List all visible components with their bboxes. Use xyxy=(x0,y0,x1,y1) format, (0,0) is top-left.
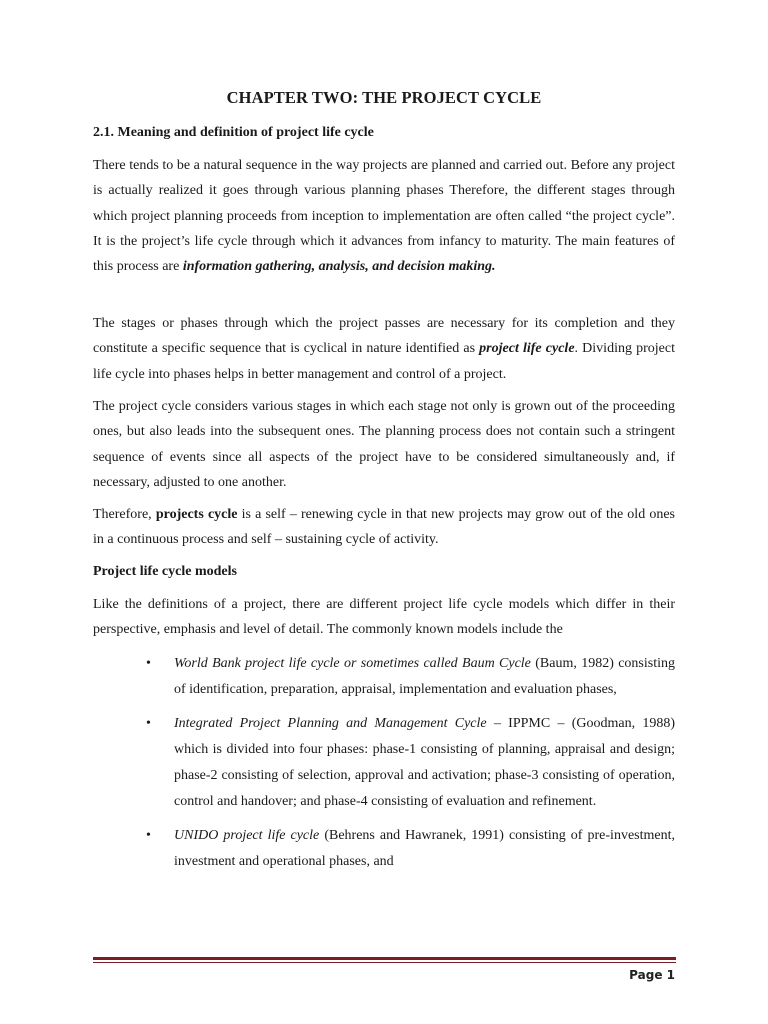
footer-rule-thin xyxy=(93,962,676,963)
chapter-title: CHAPTER TWO: THE PROJECT CYCLE xyxy=(226,88,542,107)
section-heading: 2.1. Meaning and definition of project life cycle xyxy=(93,125,374,140)
paragraph-1 xyxy=(93,153,675,279)
list-item-text: (Behrens and Hawranek, 1991) consisting of pre-investment, investment and operational phases, and xyxy=(174,828,675,869)
list-item xyxy=(93,711,675,815)
paragraph-2 xyxy=(93,311,675,387)
model-list xyxy=(93,651,675,883)
paragraph-2-emphasis: project life cycle xyxy=(479,341,575,357)
paragraph-3: The project cycle considers various stages in which each stage not only is grown out of the proceeding ones, but also leads into the subsequent ones. The planning process does not contain such a stringent sequence of events since all aspects of the project have to be considered simultaneously and, if necessary, adjusted to one another. xyxy=(93,399,675,490)
list-item xyxy=(93,823,675,875)
bullet-icon: • xyxy=(146,656,151,671)
list-item-title: Integrated Project Planning and Management Cycle xyxy=(174,716,487,731)
paragraph-1-text: There tends to be a natural sequence in the way projects are planned and carried out. Before any project is actually realized it goes through various planning phases Therefore, the different stages through which project planning proceeds from inception to implementation are often called “the project cycle”. It is the project’s life cycle through which it advances from infancy to maturity. The main features of this process are xyxy=(93,158,675,275)
list-item-title: World Bank project life cycle or sometimes called Baum Cycle xyxy=(174,656,531,671)
paragraph-1-emphasis: information gathering, analysis, and decision making. xyxy=(182,259,496,275)
paragraph-4-text-a: Therefore, xyxy=(93,507,156,522)
paragraph-5: Like the definitions of a project, there are different project life cycle models which differ in their perspective, emphasis and level of detail. The commonly known models include the xyxy=(93,597,675,638)
bullet-icon: • xyxy=(146,716,151,731)
paragraph-4-text-b: is a self – renewing cycle in that new projects may grow out of the old ones in a continuous process and self – sustaining cycle of activity. xyxy=(93,507,676,548)
footer-rule-thick xyxy=(93,957,676,960)
subheading-models: Project life cycle models xyxy=(93,564,237,579)
bullet-icon: • xyxy=(146,828,151,843)
page-number: Page 1 xyxy=(629,968,675,982)
list-item xyxy=(93,651,675,703)
paragraph-2-text-b: . Dividing project life cycle into phases helps in better management and control of a project. xyxy=(93,341,675,382)
paragraph-4 xyxy=(93,502,675,553)
paragraph-4-emphasis: projects cycle xyxy=(155,507,238,522)
list-item-text: (Baum, 1982) consisting of identification, preparation, appraisal, implementation and evaluation phases, xyxy=(174,656,675,697)
paragraph-2-text-a: The stages or phases through which the project passes are necessary for its completion and they constitute a specific sequence that is cyclical in nature identified as xyxy=(93,316,675,357)
list-item-text: – IPPMC – (Goodman, 1988) which is divided into four phases: phase-1 consisting of planning, appraisal and design; phase-2 consisting of selection, approval and activation; phase-3 consisting of operation, control and handover; and phase-4 consisting of evaluation and refinement. xyxy=(174,716,676,809)
list-item-title: UNIDO project life cycle xyxy=(174,828,320,843)
